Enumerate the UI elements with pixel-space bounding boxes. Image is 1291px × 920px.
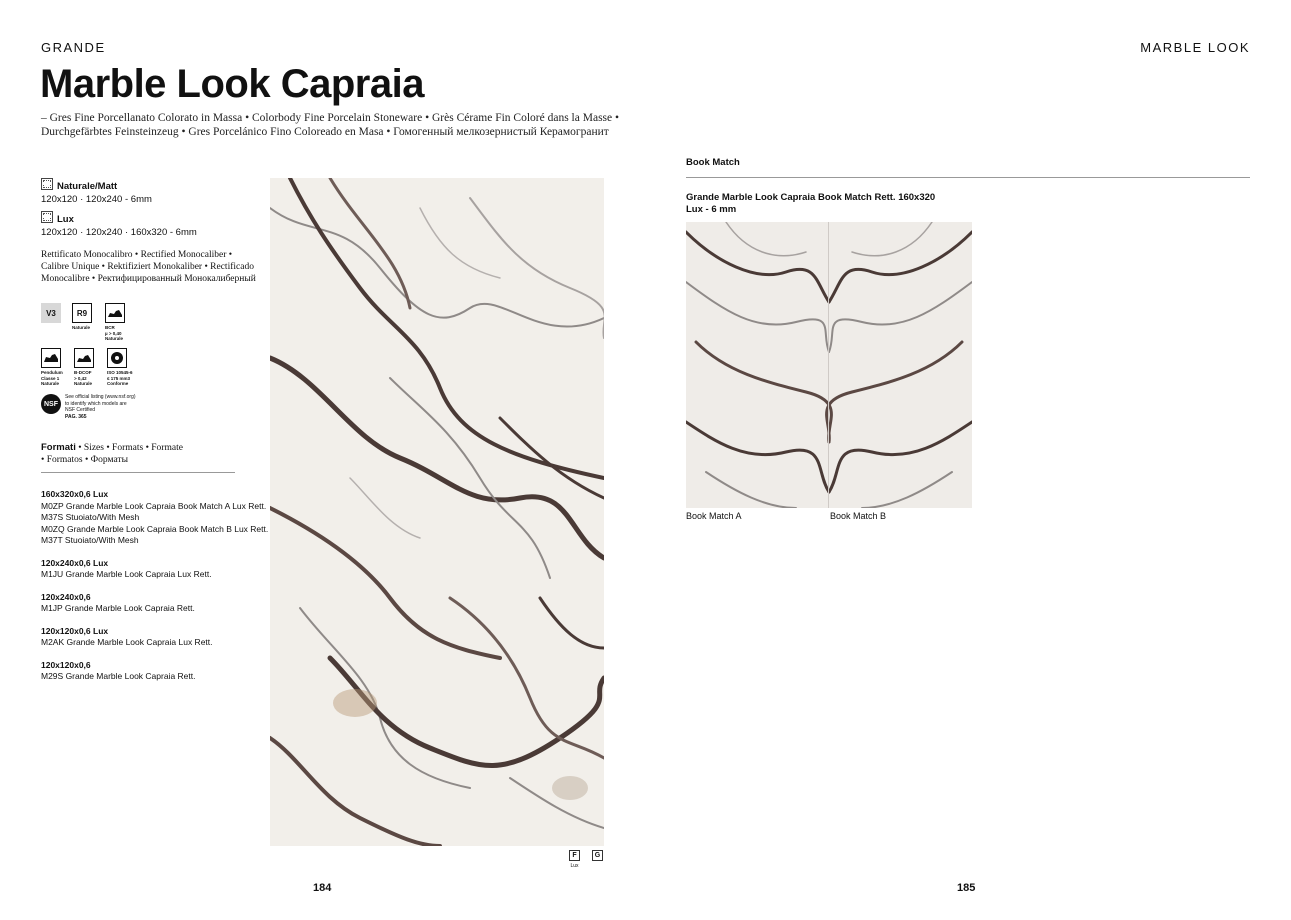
code-group: 120x240x0,6 M1JP Grande Marble Look Capraia Rett. — [41, 591, 195, 613]
code-group: 120x120x0,6 M29S Grande Marble Look Capraia Rett. — [41, 659, 196, 681]
surface-finish-icon — [41, 211, 53, 223]
abrasion-badge: ISO 10545-6 ≤ 175 mm3 Conforme — [107, 348, 133, 387]
formats-heading: Formati • Sizes • Formats • Formate • Formatos • Форматы — [41, 442, 183, 465]
page-title: Marble Look Capraia — [40, 62, 424, 106]
book-match-texture — [686, 222, 972, 508]
pendulum-badge: Pendulum Classe 1 Naturale — [41, 348, 63, 387]
finish-name: Naturale/Matt — [57, 181, 118, 192]
brand-label-right: MARBLE LOOK — [1140, 40, 1250, 55]
technical-badges-row-1 — [41, 303, 129, 342]
bcr-badge: BCR µ > 0,40 Naturale — [105, 303, 129, 342]
tile-reference-markers — [569, 850, 603, 869]
marble-slab-image — [270, 178, 604, 846]
nsf-logo-icon: NSF — [41, 394, 61, 414]
brand-label-left: GRANDE — [41, 40, 106, 55]
rectified-text — [41, 249, 266, 285]
rectified-line: Rettificato Monocalibro • Rectified Monocaliber • — [41, 250, 233, 260]
subtitle-line-1: – Gres Fine Porcellanato Colorato in Massa • Colorbody Fine Porcelain Stoneware • Grès Cérame Fin Coloré dans la Masse • — [41, 112, 620, 124]
finishes-block — [41, 178, 261, 238]
page-number-right: 185 — [957, 882, 976, 894]
dcof-badge: B-DCOF > 0,42 Naturale — [74, 348, 96, 387]
finish-lux — [41, 211, 261, 238]
finish-naturale — [41, 178, 261, 205]
marble-texture — [270, 178, 604, 846]
shade-variation-badge — [41, 303, 61, 342]
tile-ref-g: G — [592, 850, 603, 869]
tile-ref-f: F Lux — [570, 852, 579, 869]
pendulum-shoe-icon — [41, 348, 61, 368]
subtitle-line-2: Durchgefärbtes Feinsteinzeug • Gres Porcelánico Fino Coloreado en Masa • Гомогенный мелкозернистый Керамогранит — [41, 126, 609, 138]
nsf-certification — [41, 394, 136, 420]
book-match-b-label: Book Match B — [830, 511, 887, 521]
page-number-left: 184 — [313, 882, 332, 894]
rectified-line: Calibre Unique • Rektifiziert Monokaliber • Rectificado — [41, 262, 254, 272]
formats-divider — [41, 472, 235, 473]
book-match-product: Grande Marble Look Capraia Book Match Rett. 160x320 Lux - 6 mm — [686, 192, 936, 215]
code-group: 120x240x0,6 Lux M1JU Grande Marble Look Capraia Lux Rett. — [41, 557, 212, 579]
shade-variation-icon: V3 — [41, 303, 61, 323]
section-divider — [686, 177, 1250, 178]
rectified-line: Monocalibre • Ректифицированный Монокалиберный — [41, 274, 256, 284]
finish-sizes: 120x120 · 120x240 - 6mm — [41, 194, 152, 205]
finish-sizes: 120x120 · 120x240 · 160x320 - 6mm — [41, 227, 197, 238]
slip-rating-icon: R9 — [72, 303, 92, 323]
book-match-image — [686, 222, 972, 508]
nsf-text: See official listing (www.nsf.org) to identify which models are NSF Certified PAG. 365 — [65, 394, 136, 420]
slip-rating-badge: R9 Naturale — [72, 303, 94, 342]
product-codes — [41, 489, 269, 683]
subtitle — [41, 111, 641, 139]
book-match-a-label: Book Match A — [686, 511, 742, 521]
finish-name: Lux — [57, 214, 74, 225]
technical-badges-row-2 — [41, 348, 133, 387]
surface-finish-icon — [41, 178, 53, 190]
dcof-shoe-icon — [74, 348, 94, 368]
abrasion-disc-icon — [107, 348, 127, 368]
code-group: 160x320x0,6 Lux M0ZP Grande Marble Look Capraia Book Match A Lux Rett. M37S Stuoiato/With Mesh M0ZQ Grande Marble Look Capraia Book Match B Lux Rett. M37T Stuoiato/With Mesh — [41, 489, 269, 545]
section-title: Book Match — [686, 157, 740, 168]
bcr-shoe-icon — [105, 303, 125, 323]
code-group: 120x120x0,6 Lux M2AK Grande Marble Look Capraia Lux Rett. — [41, 625, 213, 647]
